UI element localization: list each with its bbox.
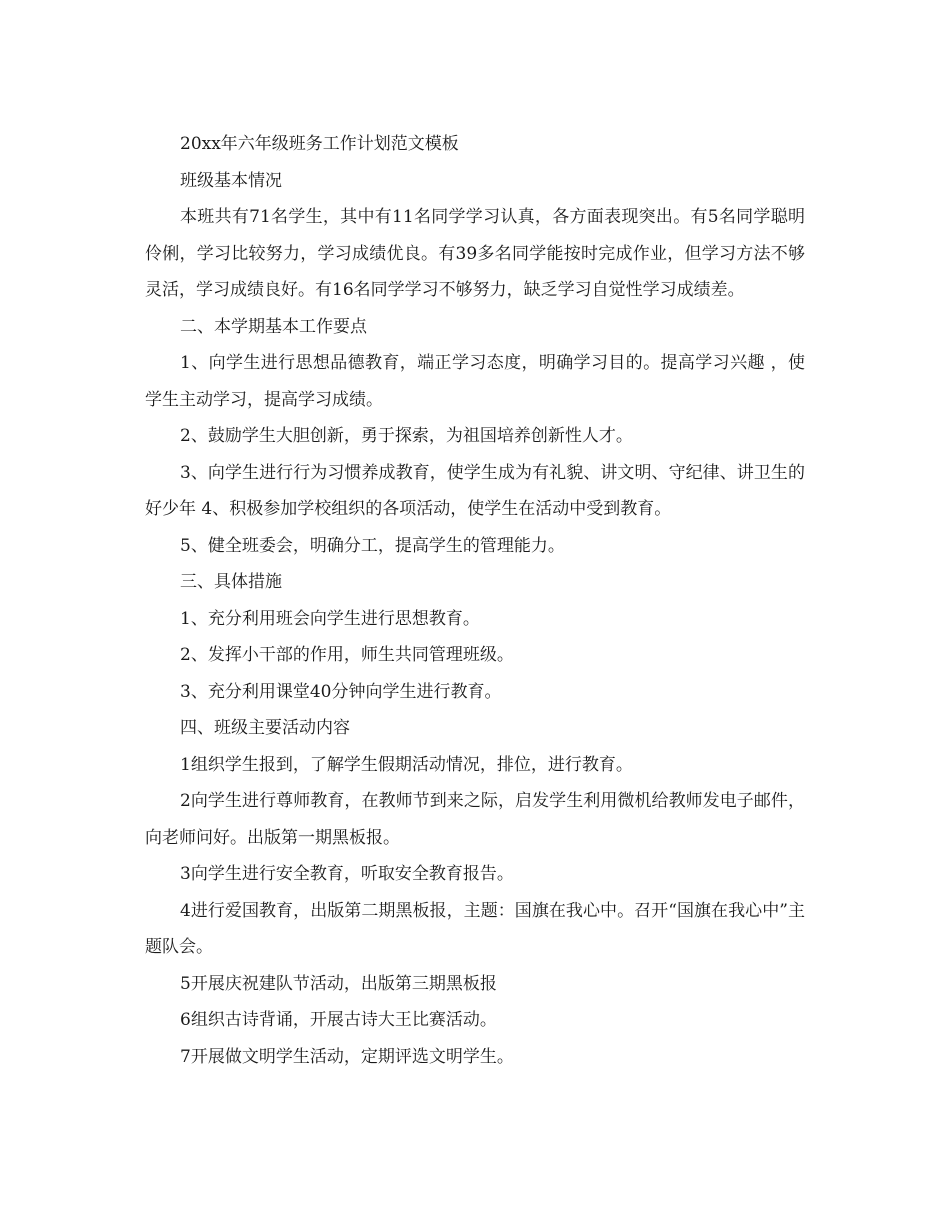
document-title: 20xx年六年级班务工作计划范文模板 xyxy=(180,134,459,154)
activity-5: 5开展庆祝建队节活动，出版第三期黑板报 xyxy=(180,973,497,994)
activity-3: 3向学生进行安全教育，听取安全教育报告。 xyxy=(180,864,514,884)
work-point-2: 2、鼓励学生大胆创新，勇于探索，为祖国培养创新性人才。 xyxy=(180,426,633,446)
section-heading-activities: 四、班级主要活动内容 xyxy=(180,718,350,738)
paragraph-class-overview: 本班共有71名学生，其中有11名同学学习认真，各方面表现突出。有5名同学聪明伶俐，学习比较努力，学习成绩优良。有39多名同学能按时完成作业，但学习方法不够灵活，学习成绩良好。有16名同学学习不够努力，缺乏学习自觉性学习成绩差。 xyxy=(145,207,805,300)
section-heading-basic-situation: 班级基本情况 xyxy=(180,170,282,191)
measure-2: 2、发挥小干部的作用，师生共同管理班级。 xyxy=(180,645,514,665)
work-point-5: 5、健全班委会，明确分工，提高学生的管理能力。 xyxy=(180,535,565,556)
activity-7: 7开展做文明学生活动，定期评选文明学生。 xyxy=(180,1046,514,1067)
measure-1: 1、充分利用班会向学生进行思想教育。 xyxy=(180,608,480,629)
activity-2: 2向学生进行尊师教育，在教师节到来之际，启发学生利用微机给教师发电子邮件，向老师问好。出版第一期黑板报。 xyxy=(145,791,805,848)
work-point-1: 1、向学生进行思想品德教育，端正学习态度，明确学习目的。提高学习兴趣 ，使学生主动学习，提高学习成绩。 xyxy=(145,353,805,410)
section-heading-measures: 三、具体措施 xyxy=(180,572,282,592)
activity-4: 4进行爱国教育，出版第二期黑板报，主题：国旗在我心中。召开“国旗在我心中”主题队会。 xyxy=(145,900,805,957)
work-point-3-4: 3、向学生进行行为习惯养成教育，使学生成为有礼貌、讲文明、守纪律、讲卫生的好少年 4、积极参加学校组织的各项活动，使学生在活动中受到教育。 xyxy=(145,462,805,519)
activity-6: 6组织古诗背诵，开展古诗大王比赛活动。 xyxy=(180,1010,497,1030)
activity-1: 1组织学生报到，了解学生假期活动情况，排位，进行教育。 xyxy=(180,754,633,775)
measure-3: 3、充分利用课堂40分钟向学生进行教育。 xyxy=(180,681,502,702)
section-heading-work-points: 二、本学期基本工作要点 xyxy=(180,316,367,337)
document-body xyxy=(145,126,805,1075)
